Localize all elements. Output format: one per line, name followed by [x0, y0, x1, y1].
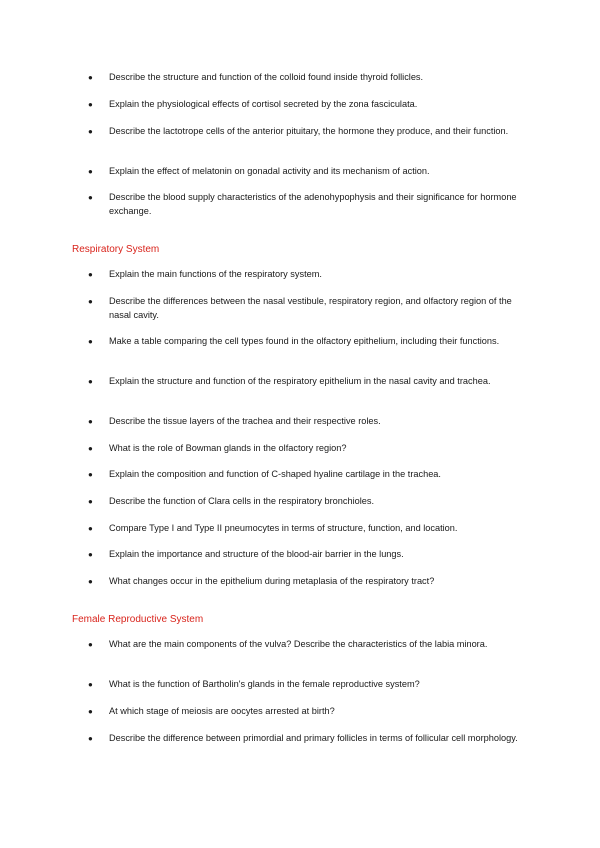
- list-item: [88, 268, 528, 282]
- list-item: [88, 375, 528, 389]
- bullet-icon: ●: [88, 444, 93, 453]
- list-item: [88, 575, 528, 589]
- question-text: What is the role of Bowman glands in the olfactory region?: [109, 443, 347, 453]
- list-item: [88, 732, 528, 746]
- question-text: At which stage of meiosis are oocytes arrested at birth?: [109, 706, 335, 716]
- question-text: Make a table comparing the cell types found in the olfactory epithelium, including their functions.: [109, 336, 500, 346]
- list-item: [88, 548, 528, 562]
- bullet-icon: ●: [88, 377, 93, 386]
- bullet-icon: ●: [88, 497, 93, 506]
- list-item: [88, 468, 528, 482]
- question-text: Describe the differences between the nasal vestibule, respiratory region, and olfactory region of the nasal cavity.: [109, 296, 512, 320]
- list-item: [88, 71, 528, 85]
- question-text: Explain the effect of melatonin on gonadal activity and its mechanism of action.: [109, 166, 430, 176]
- question-text: Explain the importance and structure of the blood-air barrier in the lungs.: [109, 549, 404, 559]
- question-text: Compare Type I and Type II pneumocytes in terms of structure, function, and location.: [109, 523, 458, 533]
- bullet-icon: ●: [88, 417, 93, 426]
- bullet-icon: ●: [88, 73, 93, 82]
- question-text: Explain the main functions of the respiratory system.: [109, 269, 322, 279]
- bullet-icon: ●: [88, 470, 93, 479]
- question-text: Explain the structure and function of the respiratory epithelium in the nasal cavity and trachea.: [109, 376, 491, 386]
- list-item: [88, 638, 528, 652]
- list-item: [88, 335, 528, 349]
- bullet-icon: ●: [88, 167, 93, 176]
- list-item: [88, 165, 528, 179]
- question-text: What is the function of Bartholin's glands in the female reproductive system?: [109, 679, 420, 689]
- bullet-icon: ●: [88, 100, 93, 109]
- bullet-icon: ●: [88, 524, 93, 533]
- question-text: Describe the tissue layers of the trachea and their respective roles.: [109, 416, 381, 426]
- bullet-icon: ●: [88, 640, 93, 649]
- list-item: [88, 415, 528, 429]
- list-item: [88, 125, 528, 139]
- list-item: [88, 678, 528, 692]
- bullet-icon: ●: [88, 707, 93, 716]
- list-item: [88, 295, 528, 322]
- question-text: Explain the composition and function of C-shaped hyaline cartilage in the trachea.: [109, 469, 441, 479]
- question-text: Describe the lactotrope cells of the anterior pituitary, the hormone they produce, and their function.: [109, 126, 509, 136]
- bullet-icon: ●: [88, 270, 93, 279]
- bullet-icon: ●: [88, 577, 93, 586]
- question-text: What are the main components of the vulva? Describe the characteristics of the labia minora.: [109, 639, 488, 649]
- list-item: [88, 705, 528, 719]
- list-item: [88, 98, 528, 112]
- question-text: Explain the physiological effects of cortisol secreted by the zona fasciculata.: [109, 99, 418, 109]
- question-text: Describe the structure and function of the colloid found inside thyroid follicles.: [109, 72, 424, 82]
- bullet-icon: ●: [88, 680, 93, 689]
- section-heading-female-reproductive: Female Reproductive System: [72, 614, 204, 625]
- bullet-icon: ●: [88, 550, 93, 559]
- bullet-icon: ●: [88, 193, 93, 202]
- list-item: [88, 191, 528, 218]
- question-text: Describe the function of Clara cells in the respiratory bronchioles.: [109, 496, 375, 506]
- question-text: Describe the difference between primordial and primary follicles in terms of follicular cell morphology.: [109, 733, 518, 743]
- list-item: [88, 442, 528, 456]
- list-item: [88, 522, 528, 536]
- section-heading-respiratory: Respiratory System: [72, 244, 160, 255]
- question-text: What changes occur in the epithelium during metaplasia of the respiratory tract?: [109, 576, 435, 586]
- bullet-icon: ●: [88, 337, 93, 346]
- question-text: Describe the blood supply characteristics of the adenohypophysis and their significance for hormone exchange.: [109, 192, 517, 216]
- list-item: [88, 495, 528, 509]
- bullet-icon: ●: [88, 734, 93, 743]
- bullet-icon: ●: [88, 127, 93, 136]
- bullet-icon: ●: [88, 297, 93, 306]
